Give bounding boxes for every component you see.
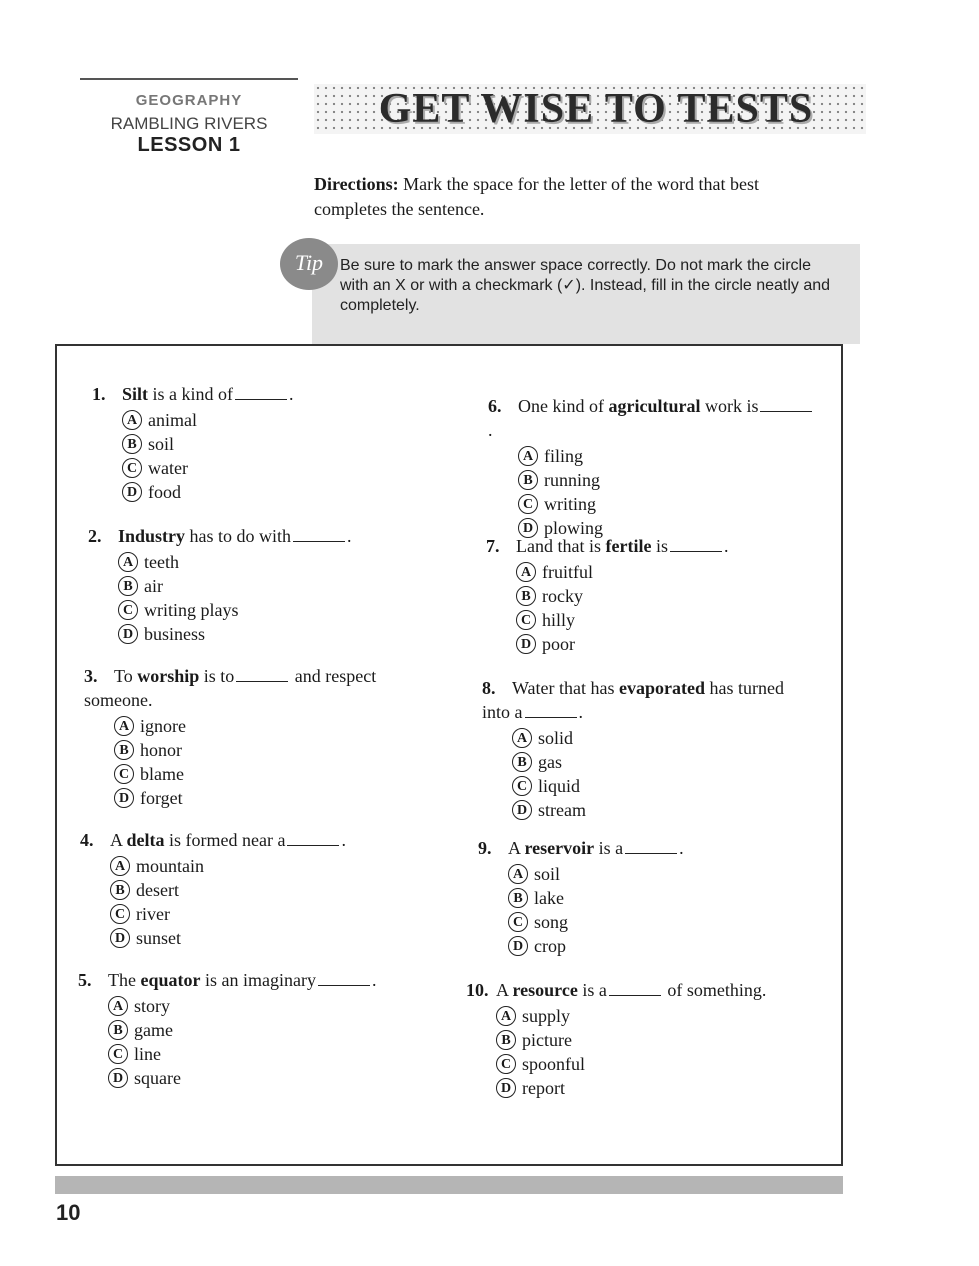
answer-bubble[interactable]: A: [110, 856, 130, 876]
question-stem: [482, 678, 784, 722]
question-stem: [108, 970, 376, 990]
stem-after: of something.: [662, 980, 767, 1000]
answer-blank: [525, 703, 577, 718]
vocab-word: delta: [126, 830, 165, 850]
question-6: [488, 394, 818, 538]
answer-option[interactable]: [108, 1016, 408, 1040]
answer-option[interactable]: [516, 606, 816, 630]
question-stem: [118, 526, 352, 546]
vocab-word: equator: [140, 970, 201, 990]
answer-bubble[interactable]: C: [508, 912, 528, 932]
stem-post: has turned into a: [482, 678, 784, 722]
option-text: desert: [136, 879, 179, 900]
option-text: fruitful: [542, 561, 593, 582]
option-text: air: [144, 575, 163, 596]
answer-option[interactable]: [118, 596, 418, 620]
answer-options: [512, 724, 812, 820]
stem-pre: A: [110, 830, 127, 850]
stem-post: is a: [577, 980, 607, 1000]
option-text: food: [148, 481, 181, 502]
answer-bubble[interactable]: B: [512, 752, 532, 772]
question-number: 9.: [478, 838, 492, 858]
stem-post: work is: [700, 396, 759, 416]
answer-option[interactable]: [122, 406, 422, 430]
answer-blank: [609, 981, 661, 996]
directions-label: Directions:: [314, 174, 399, 194]
answer-option[interactable]: [114, 760, 414, 784]
answer-option[interactable]: [108, 1064, 408, 1088]
vocab-word: Industry: [118, 526, 186, 546]
answer-bubble[interactable]: B: [122, 434, 142, 454]
option-text: game: [134, 1019, 173, 1040]
answer-option[interactable]: [122, 454, 422, 478]
question-7: [486, 534, 816, 654]
answer-bubble[interactable]: C: [118, 600, 138, 620]
option-text: ignore: [140, 715, 186, 736]
answer-option[interactable]: [508, 932, 808, 956]
answer-bubble[interactable]: C: [512, 776, 532, 796]
answer-options: [110, 852, 410, 948]
question-stem: [122, 384, 294, 404]
answer-option[interactable]: [516, 630, 816, 654]
answer-option[interactable]: [516, 558, 816, 582]
stem-pre: Land that is: [516, 536, 606, 556]
vocab-word: reservoir: [524, 838, 595, 858]
option-text: stream: [538, 799, 586, 820]
stem-after: .: [723, 536, 729, 556]
question-stem: [496, 980, 766, 1000]
answer-bubble[interactable]: D: [512, 800, 532, 820]
answer-option[interactable]: [114, 736, 414, 760]
answer-option[interactable]: [496, 1026, 806, 1050]
answer-bubble[interactable]: A: [118, 552, 138, 572]
answer-bubble[interactable]: C: [114, 764, 134, 784]
option-text: hilly: [542, 609, 576, 630]
question-10: [466, 978, 806, 1098]
option-text: spoonful: [522, 1053, 585, 1074]
answer-blank: [287, 831, 339, 846]
question-number: 2.: [88, 526, 102, 546]
question-2: [88, 524, 418, 644]
answer-option[interactable]: [114, 712, 414, 736]
answer-bubble[interactable]: B: [516, 586, 536, 606]
answer-options: [114, 712, 414, 808]
answer-option[interactable]: [516, 582, 816, 606]
option-text: solid: [538, 727, 574, 748]
answer-options: [496, 1002, 806, 1098]
answer-option[interactable]: [110, 852, 410, 876]
question-stem: [508, 838, 684, 858]
stem-pre: A: [508, 838, 525, 858]
answer-blank: [318, 971, 370, 986]
answer-option[interactable]: [496, 1074, 806, 1098]
question-stem: [84, 666, 376, 710]
answer-bubble[interactable]: B: [118, 576, 138, 596]
answer-bubble[interactable]: B: [110, 880, 130, 900]
page-title: GET WISE TO TESTS: [378, 86, 814, 132]
option-text: picture: [522, 1029, 572, 1050]
unit-label: RAMBLING RIVERS: [110, 114, 268, 133]
answer-option[interactable]: [512, 772, 812, 796]
answer-options: [518, 442, 818, 538]
answer-bubble[interactable]: B: [114, 740, 134, 760]
option-text: river: [136, 903, 170, 924]
option-text: filing: [544, 445, 583, 466]
answer-bubble[interactable]: C: [516, 610, 536, 630]
question-number: 3.: [84, 666, 98, 686]
option-text: report: [522, 1077, 565, 1098]
option-text: forget: [140, 787, 183, 808]
question-stem: [516, 536, 728, 556]
option-text: song: [534, 911, 569, 932]
answer-bubble[interactable]: B: [108, 1020, 128, 1040]
option-text: blame: [140, 763, 184, 784]
answer-bubble[interactable]: C: [110, 904, 130, 924]
answer-options: [508, 860, 808, 956]
answer-bubble[interactable]: B: [496, 1030, 516, 1050]
option-text: running: [544, 469, 600, 490]
answer-option[interactable]: [122, 430, 422, 454]
answer-option[interactable]: [512, 748, 812, 772]
question-number: 5.: [78, 970, 92, 990]
answer-options: [118, 548, 418, 644]
stem-after: .: [578, 702, 583, 722]
stem-pre: One kind of: [518, 396, 609, 416]
tip-text: Be sure to mark the answer space correctly. Do not mark the circle with an X or with a checkmark (✓). Instead, fill in the circle neatly and completely.: [340, 257, 831, 314]
question-number: 1.: [92, 384, 106, 404]
vocab-word: resource: [512, 980, 578, 1000]
vocab-word: worship: [137, 666, 200, 686]
vocab-word: evaporated: [619, 678, 705, 698]
answer-blank: [235, 385, 287, 400]
answer-option[interactable]: [518, 466, 818, 490]
answer-options: [122, 406, 422, 502]
stem-post: is: [651, 536, 668, 556]
page-number: 10: [56, 1200, 81, 1225]
stem-post: has to do with: [185, 526, 292, 546]
option-text: crop: [534, 935, 566, 956]
stem-post: is formed near a: [164, 830, 286, 850]
answer-option[interactable]: [496, 1002, 806, 1026]
answer-option[interactable]: [110, 876, 410, 900]
answer-blank: [670, 537, 722, 552]
option-text: honor: [140, 739, 182, 760]
option-text: writing: [544, 493, 596, 514]
question-4: [80, 828, 410, 948]
answer-option[interactable]: [508, 908, 808, 932]
option-text: rocky: [542, 585, 583, 606]
footer-bar: [55, 1176, 843, 1194]
answer-bubble[interactable]: A: [114, 716, 134, 736]
answer-bubble[interactable]: D: [122, 482, 142, 502]
answer-bubble[interactable]: C: [518, 494, 538, 514]
stem-after: .: [347, 526, 352, 546]
tip-badge-icon: Tip: [280, 238, 338, 290]
answer-bubble[interactable]: A: [108, 996, 128, 1016]
answer-bubble[interactable]: C: [122, 458, 142, 478]
question-number: 6.: [488, 396, 502, 416]
answer-bubble[interactable]: C: [496, 1054, 516, 1074]
answer-option[interactable]: [122, 478, 422, 502]
answer-option[interactable]: [508, 884, 808, 908]
answer-bubble[interactable]: D: [516, 634, 536, 654]
stem-post: is a kind of: [148, 384, 234, 404]
option-text: mountain: [136, 855, 204, 876]
option-text: poor: [542, 633, 575, 654]
stem-after: .: [371, 970, 377, 990]
stem-pre: A: [496, 980, 513, 1000]
subject-label: GEOGRAPHY: [135, 92, 243, 109]
option-text: square: [134, 1067, 181, 1088]
answer-bubble[interactable]: D: [114, 788, 134, 808]
answer-options: [516, 558, 816, 654]
answer-bubble[interactable]: B: [518, 470, 538, 490]
option-text: sunset: [136, 927, 181, 948]
question-9: [478, 836, 808, 956]
option-text: gas: [538, 751, 562, 772]
question-number: 7.: [486, 536, 500, 556]
answer-option[interactable]: [512, 724, 812, 748]
stem-after: .: [488, 420, 493, 440]
answer-option[interactable]: [108, 1040, 408, 1064]
stem-post: is an imaginary: [200, 970, 316, 990]
vocab-word: Silt: [122, 384, 149, 404]
option-text: lake: [534, 887, 564, 908]
answer-option[interactable]: [108, 992, 408, 1016]
answer-blank: [236, 667, 288, 682]
question-number: 4.: [80, 830, 94, 850]
answer-bubble[interactable]: D: [118, 624, 138, 644]
answer-options: [108, 992, 408, 1088]
answer-bubble[interactable]: D: [508, 936, 528, 956]
question-stem: [110, 830, 346, 850]
answer-bubble[interactable]: D: [110, 928, 130, 948]
answer-bubble[interactable]: A: [508, 864, 528, 884]
option-text: liquid: [538, 775, 581, 796]
answer-bubble[interactable]: D: [518, 518, 538, 538]
stem-after: .: [679, 838, 684, 858]
answer-option[interactable]: [518, 442, 818, 466]
stem-post: is a: [594, 838, 624, 858]
header-rule: [80, 78, 298, 80]
directions-text: Mark the space for the letter of the word that best completes the sentence.: [314, 174, 760, 219]
answer-bubble[interactable]: A: [518, 446, 538, 466]
option-text: animal: [148, 409, 197, 430]
answer-option[interactable]: [508, 860, 808, 884]
question-stem: [488, 396, 814, 440]
answer-option[interactable]: [518, 490, 818, 514]
answer-bubble[interactable]: A: [122, 410, 142, 430]
option-text: supply: [522, 1005, 571, 1026]
stem-after: and respect someone.: [84, 666, 377, 710]
option-text: water: [148, 457, 188, 478]
question-8: [482, 676, 812, 820]
option-text: business: [144, 623, 206, 644]
lesson-label: LESSON 1: [137, 134, 241, 156]
option-text: line: [134, 1043, 161, 1064]
question-number: 10.: [466, 980, 489, 1000]
answer-option[interactable]: [496, 1050, 806, 1074]
stem-post: is to: [199, 666, 235, 686]
question-number: 8.: [482, 678, 496, 698]
option-text: writing plays: [144, 599, 239, 620]
option-text: plowing: [544, 517, 604, 538]
stem-pre: The: [108, 970, 141, 990]
vocab-word: fertile: [605, 536, 652, 556]
option-text: story: [134, 995, 170, 1016]
option-text: soil: [148, 433, 175, 454]
answer-option[interactable]: [118, 620, 418, 644]
answer-blank: [293, 527, 345, 542]
answer-option[interactable]: [110, 900, 410, 924]
directions: [314, 172, 834, 222]
question-5: [78, 968, 408, 1088]
answer-option[interactable]: [110, 924, 410, 948]
answer-bubble[interactable]: A: [496, 1006, 516, 1026]
answer-bubble[interactable]: C: [108, 1044, 128, 1064]
answer-blank: [625, 839, 677, 854]
stem-pre: To: [114, 666, 138, 686]
answer-option[interactable]: [114, 784, 414, 808]
stem-after: .: [341, 830, 346, 850]
answer-option[interactable]: [118, 548, 418, 572]
option-text: soil: [534, 863, 561, 884]
stem-after: .: [289, 384, 294, 404]
stem-pre: Water that has: [512, 678, 620, 698]
option-text: teeth: [144, 551, 179, 572]
answer-option[interactable]: [512, 796, 812, 820]
answer-bubble[interactable]: D: [108, 1068, 128, 1088]
answer-bubble[interactable]: D: [496, 1078, 516, 1098]
answer-bubble[interactable]: A: [516, 562, 536, 582]
answer-bubble[interactable]: B: [508, 888, 528, 908]
vocab-word: agricultural: [608, 396, 701, 416]
question-3: [84, 664, 414, 808]
answer-bubble[interactable]: A: [512, 728, 532, 748]
question-1: [92, 382, 422, 502]
answer-option[interactable]: [118, 572, 418, 596]
answer-blank: [760, 397, 812, 412]
